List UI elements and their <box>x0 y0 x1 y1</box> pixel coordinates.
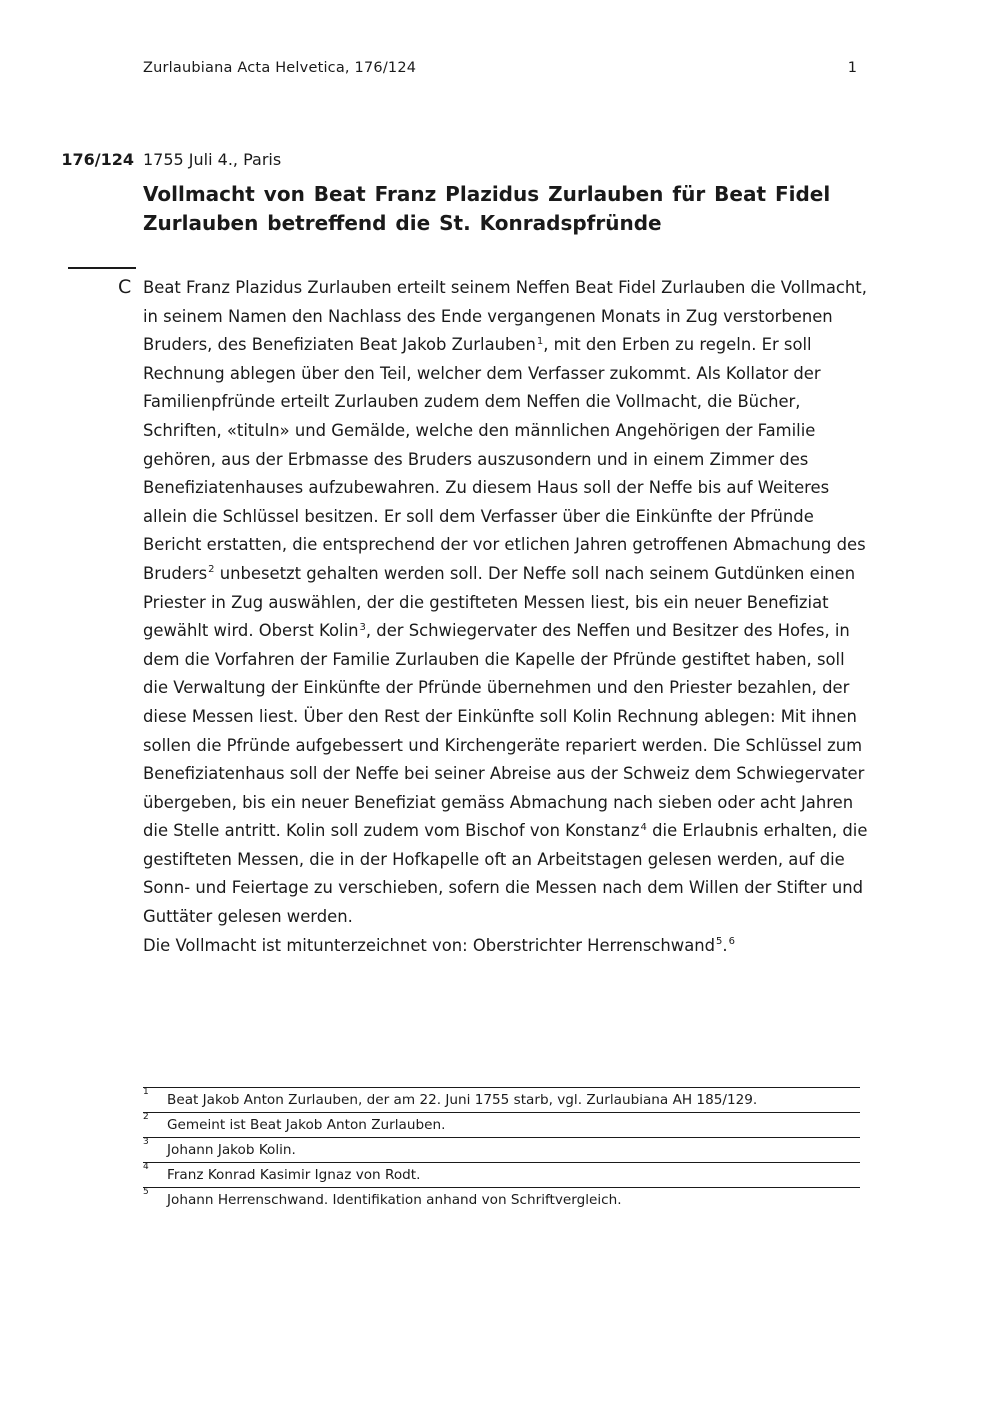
page-number: 1 <box>847 60 857 76</box>
abstract-text-4: , der Schwiegervater des Neffen und Besitzer des Hofes, in dem die Vorfahren der Familie Zurlauben die Kapelle der Pfründe gestiftet haben, soll die Verwaltung der Einkünfte der Pfründe übernehmen und den Priester bezahlen, der diese Messen liest. Über den Rest der Einkünfte soll Kolin Rechnung ablegen: Mit ihnen sollen die Pfründe aufgebessert und Kirchengeräte repariert werden. Die Schlüssel zum Benefiziatenhaus soll der Neffe bei seiner Abreise aus der Schweiz dem Schwiegervater übergeben, bis ein neuer Benefiziat gemäss Abmachung nach sieben oder acht Jahren die Stelle antritt. Kolin soll zudem vom Bischof von Konstanz <box>143 621 865 841</box>
footnote-marker-4: 4 <box>640 821 647 833</box>
signature-text: Die Vollmacht ist mitunterzeichnet von: Oberstrichter Herrenschwand <box>143 935 716 955</box>
document-kind-letter: C <box>118 276 132 298</box>
abstract <box>143 274 873 960</box>
entry-title-line-2: Zurlauben betreffend die St. Konradspfründe <box>143 211 662 235</box>
entry-title <box>143 180 863 238</box>
footnote <box>143 1162 860 1187</box>
footnote-number: 3 <box>143 1137 149 1147</box>
section-rule <box>68 267 136 269</box>
footnote-text: Franz Konrad Kasimir Ignaz von Rodt. <box>167 1167 421 1183</box>
footnote-number: 4 <box>143 1162 149 1172</box>
running-header: Zurlaubiana Acta Helvetica, 176/124 <box>143 60 417 76</box>
footnote-marker-6: 6 <box>728 936 735 948</box>
footnote-number: 2 <box>143 1112 149 1122</box>
abstract-paragraph <box>143 274 873 932</box>
footnote-text: Beat Jakob Anton Zurlauben, der am 22. Juni 1755 starb, vgl. Zurlaubiana AH 185/129. <box>167 1092 758 1108</box>
entry-title-line-1: Vollmacht von Beat Franz Plazidus Zurlauben für Beat Fidel <box>143 182 831 206</box>
abstract-text-5: die Erlaubnis erhalten, die gestifteten Messen, die in der Hofkapelle oft an Arbeitstagen gelesen werden, auf die Sonn- und Feiertage zu verschieben, sofern die Messen nach dem Willen der Stifter und Guttäter gelesen werden. <box>143 821 868 927</box>
entry-id: 176/124 <box>61 150 134 169</box>
footnote-marker-1: 1 <box>536 335 544 347</box>
footnote <box>143 1087 860 1112</box>
signature-period: . <box>722 935 728 955</box>
footnote-text: Johann Herrenschwand. Identifikation anhand von Schriftvergleich. <box>167 1192 622 1208</box>
footnote-number: 5 <box>143 1187 149 1197</box>
entry-date-place: 1755 Juli 4., Paris <box>143 150 282 169</box>
abstract-text-1: Beat Franz Plazidus Zurlauben erteilt seinem Neffen Beat Fidel Zurlauben die Vollmacht, in seinem Namen den Nachlass des Ende vergangenen Monats in Zug verstorbenen Bruders, des Benefiziaten Beat Jakob Zurlauben <box>143 278 867 355</box>
footnote-text: Gemeint ist Beat Jakob Anton Zurlauben. <box>167 1117 446 1133</box>
abstract-text-3: unbesetzt gehalten werden soll. Der Neffe soll nach seinem Gutdünken einen Priester in Zug auswählen, der die gestifteten Messen liest, bis ein neuer Benefiziat gewählt wird. Oberst Kolin <box>143 563 856 641</box>
footnote-marker-2: 2 <box>208 564 215 576</box>
footnote-number: 1 <box>143 1087 149 1097</box>
footnote-marker-5: 5 <box>716 936 723 948</box>
footnote <box>143 1137 860 1162</box>
footnote-text: Johann Jakob Kolin. <box>167 1142 296 1158</box>
footnote <box>143 1112 860 1137</box>
footnote <box>143 1187 860 1212</box>
footnotes <box>143 1087 860 1212</box>
abstract-text-2: , mit den Erben zu regeln. Er soll Rechnung ablegen über den Teil, welcher dem Verfasser zukommt. Als Kollator der Familienpfründe erteilt Zurlauben zudem dem Neffen die Vollmacht, die Bücher, Schriften, «tituln» und Gemälde, welche den männlichen Angehörigen der Familie gehören, aus der Erbmasse des Bruders auszusondern und in einem Zimmer des Benefiziatenhauses aufzubewahren. Zu diesem Haus soll der Neffe bis auf Weiteres allein die Schlüssel besitzen. Er soll dem Verfasser über die Einkünfte der Pfründe Bericht erstatten, die entsprechend der vor etlichen Jahren getroffenen Abmachung des Bruders <box>143 335 866 583</box>
footnote-marker-3: 3 <box>359 621 366 633</box>
signature-note <box>143 932 873 961</box>
